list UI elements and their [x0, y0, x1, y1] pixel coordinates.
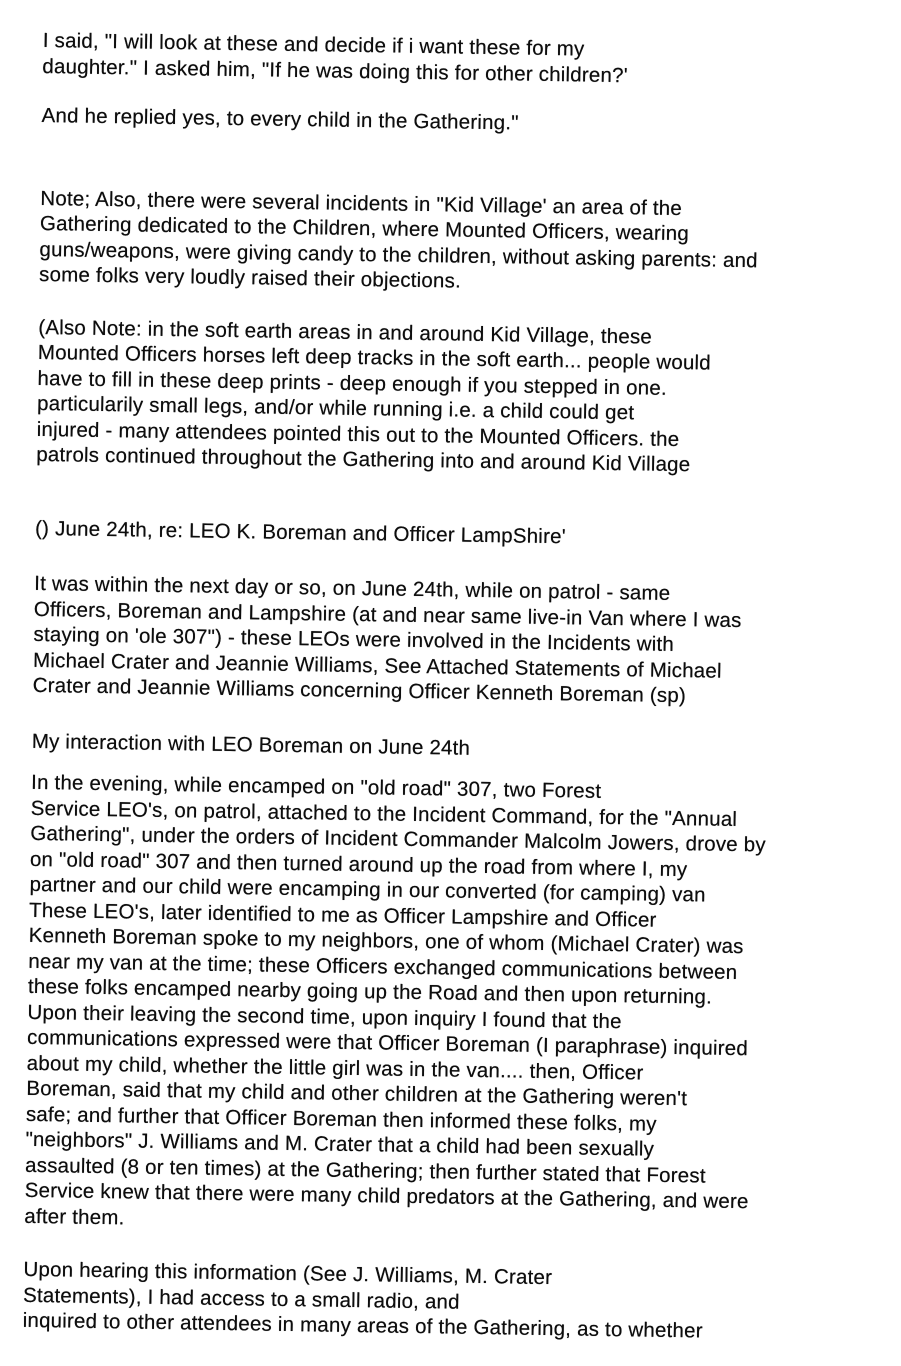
paragraph-upon-hearing: Upon hearing this information (See J. Williams, M. Crater Statements), I had access to a small radio, and inquired to other attendees in many areas of the Gathering, as to whether — [22, 1257, 703, 1343]
paragraph-note-kid-village: Note; Also, there were several incidents in "Kid Village' an area of the Gathering dedicated to the Children, where Mounted Officers, wearing guns/weapons, were giving candy to the children, without asking parents: and some folks very loudly raised their objections. — [38, 186, 758, 293]
paragraph-reply-line: And he replied yes, to every child in the Gathering." — [41, 103, 519, 135]
paragraph-next-day-patrol: It was within the next day or so, on June 24th, while on patrol - same Officers, Boreman and Lampshire (at and near same live-in Van where I was staying on 'ole 307") - these LEOs were involved in the Incidents with Michael Crater and Jeannie Williams, See Attached Statements of Michael Crater and Jeannie Williams concerning Officer Kenneth Boreman (sp) — [32, 571, 742, 708]
paragraph-interaction-heading: My interaction with LEO Boreman on June 24th — [31, 729, 471, 760]
paragraph-evening-encampment: In the evening, while encamped on "old road" 307, two Forest Service LEO's, on patrol, attached to the Incident Command, for the "Annual Gathering", under the orders of Incident Commander Malcolm Jowers, drove by on "old road" 307 and then turned around up the road from where I, my partner and our child were encamping in our converted (for camping) van These LEO's, later identified to me as Officer Lampshire and Officer Kenneth Boreman spoke to my neighbors, one of whom (Michael Crater) was near my van at the time; these Officers exchanged communications between these folks encamped nearby going up the Road and then upon returning. Upon their leaving the second time, upon inquiry I found that the communications expressed were that Officer Boreman (I paraphrase) inquired about my child, whether the little girl was in the van.... then, Officer Boreman, said that my child and other children at the Gathering weren't safe; and further that Officer Boreman then informed these folks, my "neighbors" J. Williams and M. Crater that a child had been sexually assaulted (8 or ten times) at the Gathering; then further stated that Forest Service knew that there were many child predators at the Gathering, and were after them. — [24, 770, 767, 1229]
document-text-block — [22, 28, 872, 1346]
paragraph-also-note-soft-earth: (Also Note: in the soft earth areas in and around Kid Village, these Mounted Officers horses left deep tracks in the soft earth... people would have to fill in these deep prints - deep enough if you stepped in one. particularily small legs, and/or while running i.e. a child could get injured - many attendees pointed this out to the Mounted Officers. the patrols continued throughout the Gathering into and around Kid Village — [36, 315, 712, 477]
paragraph-quote-exchange: I said, "I will look at these and decide if i want these for my daughter." I asked him, "If he was doing this for other children?' — [42, 28, 629, 87]
paragraph-june-24-heading: () June 24th, re: LEO K. Boreman and Officer LampShire' — [34, 516, 566, 548]
